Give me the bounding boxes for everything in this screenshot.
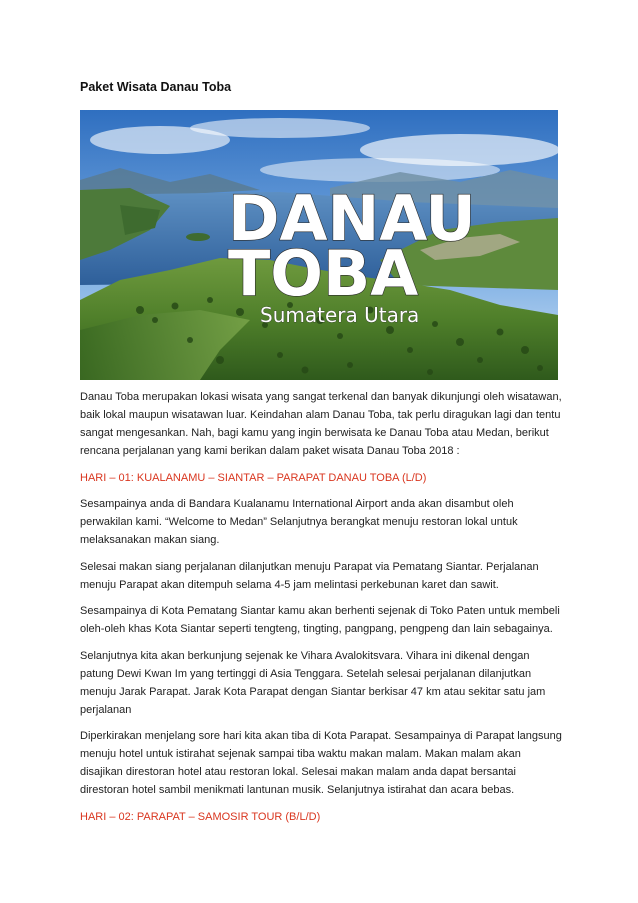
hero-title-line2: TOBA [228, 237, 419, 310]
hero-subtitle: Sumatera Utara [260, 303, 420, 327]
hero-title-line1: DANAU [228, 182, 476, 255]
day-heading: HARI – 01: KUALANAMU – SIANTAR – PARAPAT DANAU TOBA (L/D) [80, 471, 427, 484]
hero-image [80, 110, 558, 380]
day-heading: HARI – 02: PARAPAT – SAMOSIR TOUR (B/L/D) [80, 810, 321, 823]
paragraph-intro: Danau Toba merupakan lokasi wisata yang sangat terkenal dan banyak dikunjungi oleh wisatawan, baik lokal maupun wisatawan luar. Keindahan alam Danau Toba, tak perlu diragukan lagi dan tentu sangat mengesankan. Nah, bagi kamu yang ingin berwisata ke Danau Toba atau Medan, berikut rencana perjalanan yang kami berikan dalam paket wisata Danau Toba 2018 : [80, 391, 562, 457]
page-title: Paket Wisata Danau Toba [80, 80, 232, 94]
paragraph: Sesampainya di Kota Pematang Siantar kamu akan berhenti sejenak di Toko Paten untuk membeli oleh-oleh khas Kota Siantar seperti tengteng, tingting, pangpang, pengpeng dan lain sebagainya. [80, 605, 560, 635]
paragraph: Diperkirakan menjelang sore hari kita akan tiba di Kota Parapat. Sesampainya di Parapat langsung menuju hotel untuk istirahat sejenak sampai tiba waktu makan malam. Makan malam akan disajikan direstoran hotel atau restoran lokal. Selesai makan malam anda dapat bersantai direstoran hotel sambil menikmati lantunan musik. Selanjutnya istirahat dan acara bebas. [80, 730, 562, 796]
paragraph: Selesai makan siang perjalanan dilanjutkan menuju Parapat via Pematang Siantar. Perjalanan menuju Parapat akan ditempuh selama 4-5 jam melintasi perkebunan karet dan sawit. [80, 560, 539, 591]
paragraph: Sesampainya anda di Bandara Kualanamu International Airport anda akan disambut oleh perwakilan kami. “Welcome to Medan” Selanjutnya berangkat menuju restoran lokal untuk melaksanakan makan siang. [80, 498, 518, 546]
document-body [80, 388, 562, 834]
paragraph: Selanjutnya kita akan berkunjung sejenak ke Vihara Avalokitsvara. Vihara ini dikenal dengan patung Dewi Kwan Im yang tertinggi di Asia Tenggara. Setelah selesai perjalanan dilanjutkan menuju Jarak Parapat. Jarak Kota Parapat dengan Siantar berkisar 47 km atau sekitar satu jam perjalanan [80, 649, 546, 716]
